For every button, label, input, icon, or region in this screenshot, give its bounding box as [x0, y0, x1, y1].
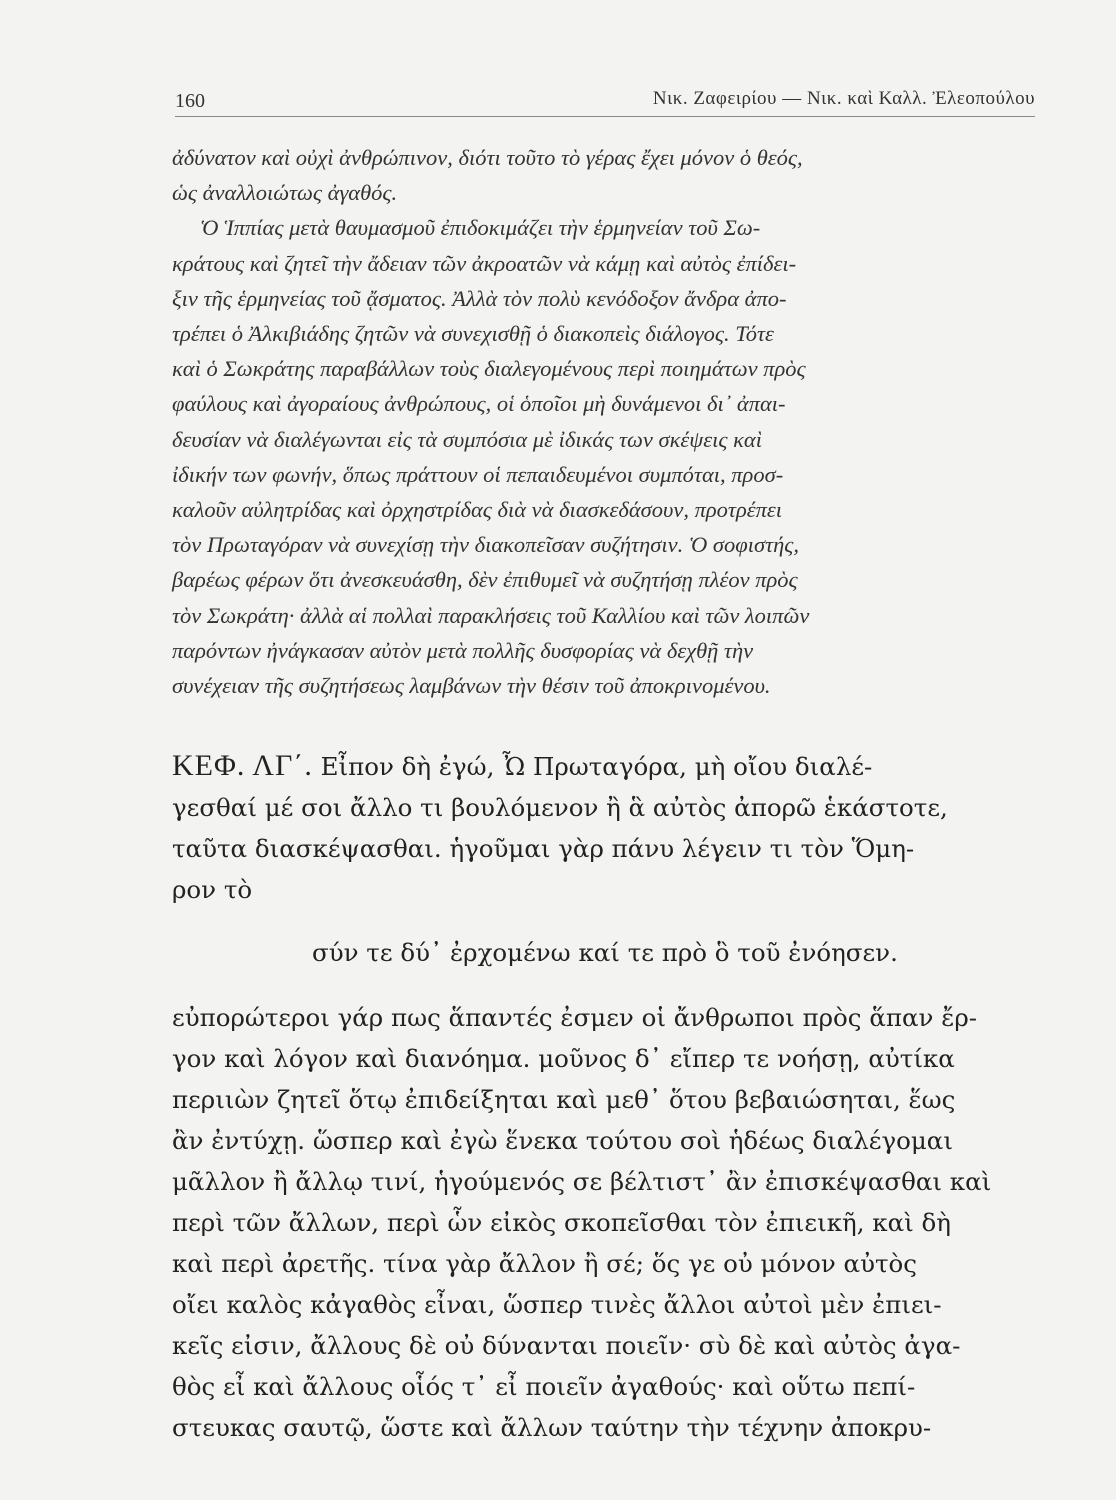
- commentary-line: καὶ ὁ Σωκράτης παραβάλλων τοὺς διαλεγομένους περὶ ποιημάτων πρὸς: [172, 356, 806, 382]
- running-title: Νικ. Ζαφειρίου — Νικ. καὶ Καλλ. Ἐλεοπούλου: [652, 88, 1035, 109]
- commentary-line: τὸν Πρωταγόραν νὰ συνεχίσῃ τὴν διακοπεῖσαν συζήτησιν. Ὁ σοφιστής,: [172, 532, 800, 558]
- greek-line: οἴει καλὸς κἀγαθὸς εἶναι, ὥσπερ τινὲς ἄλλοι αὐτοὶ μὲν ἐπιει-: [172, 1290, 942, 1319]
- greek-line: καὶ περὶ ἀρετῆς. τίνα γὰρ ἄλλον ἢ σέ; ὅς γε οὐ μόνον αὐτὸς: [172, 1249, 918, 1278]
- greek-line: ρον τὸ: [172, 875, 253, 904]
- greek-line: περὶ τῶν ἄλλων, περὶ ὧν εἰκὸς σκοπεῖσθαι τὸν ἐπιεικῆ, καὶ δὴ: [172, 1208, 951, 1237]
- greek-line: στευκας σαυτῷ, ὥστε καὶ ἄλλων ταύτην τὴν τέχνην ἀποκρυ-: [172, 1413, 932, 1442]
- page-number: 160: [175, 90, 205, 112]
- greek-line: γον καὶ λόγον καὶ διανόημα. μοῦνος δ᾽ εἴπερ τε νοήσῃ, αὐτίκα: [172, 1044, 955, 1073]
- greek-line: θὸς εἶ καὶ ἄλλους οἷός τ᾽ εἶ ποιεῖν ἀγαθούς· καὶ οὕτω πεπί-: [172, 1372, 916, 1401]
- greek-line: μᾶλλον ἢ ἄλλῳ τινί, ἡγούμενός σε βέλτιστ᾽ ἂν ἐπισκέψασθαι καὶ: [172, 1167, 992, 1196]
- homer-quote: σύν τε δύ᾽ ἐρχομένω καί τε πρὸ ὃ τοῦ ἐνόησεν.: [312, 938, 898, 967]
- greek-line: Εἶπον δὴ ἐγώ, Ὦ Πρωταγόρα, μὴ οἴου διαλέ-: [320, 752, 873, 781]
- greek-line: κεῖς εἰσιν, ἄλλους δὲ οὐ δύνανται ποιεῖν· σὺ δὲ καὶ αὐτὸς ἀγα-: [172, 1331, 961, 1360]
- greek-line: γεσθαί μέ σοι ἄλλο τι βουλόμενον ἢ ἃ αὐτὸς ἀπορῶ ἑκάστοτε,: [172, 793, 948, 822]
- commentary-line: ἰδικήν των φωνήν, ὅπως πράττουν οἱ πεπαιδευμένοι συμπόται, προσ-: [172, 461, 784, 487]
- commentary-line: φαύλους καὶ ἀγοραίους ἀνθρώπους, οἱ ὁποῖοι μὴ δυνάμενοι δι᾽ ἀπαι-: [172, 391, 786, 417]
- commentary-line: κράτους καὶ ζητεῖ τὴν ἄδειαν τῶν ἀκροατῶν νὰ κάμῃ καὶ αὐτὸς ἐπίδει-: [172, 250, 797, 276]
- commentary-line: τὸν Σωκράτη· ἀλλὰ αἱ πολλαὶ παρακλήσεις τοῦ Καλλίου καὶ τῶν λοιπῶν: [172, 602, 810, 628]
- greek-line: ταῦτα διασκέψασθαι. ἡγοῦμαι γὰρ πάνυ λέγειν τι τὸν Ὅμη-: [172, 834, 915, 863]
- commentary-line: ξιν τῆς ἑρμηνείας τοῦ ᾄσματος. Ἀλλὰ τὸν πολὺ κενόδοξον ἄνδρα ἀπο-: [172, 285, 787, 311]
- greek-line-with-chapter: [172, 745, 1044, 787]
- commentary-line: καλοῦν αὐλητρίδας καὶ ὀρχηστρίδας διὰ νὰ διασκεδάσουν, προτρέπει: [172, 497, 782, 523]
- commentary-line: Ὁ Ἱππίας μετὰ θαυμασμοῦ ἐπιδοκιμάζει τὴν ἑρμηνείαν τοῦ Σω-: [200, 215, 761, 241]
- commentary-line: ὡς ἀναλλοιώτως ἀγαθός.: [172, 180, 398, 206]
- greek-line: περιιὼν ζητεῖ ὅτῳ ἐπιδείξηται καὶ μεθ᾽ ὅτου βεβαιώσηται, ἕως: [172, 1085, 956, 1114]
- commentary-line: ἀδύνατον καὶ οὐχὶ ἀνθρώπινον, διότι τοῦτο τὸ γέρας ἔχει μόνον ὁ θεός,: [172, 145, 803, 170]
- commentary-line: συνέχειαν τῆς συζητήσεως λαμβάνων τὴν θέσιν τοῦ ἀποκρινομένου.: [172, 673, 771, 699]
- commentary-line: παρόντων ἠνάγκασαν αὐτὸν μετὰ πολλῆς δυσφορίας νὰ δεχθῇ τὴν: [172, 637, 754, 663]
- greek-line: εὐπορώτεροι γάρ πως ἅπαντές ἐσμεν οἱ ἄνθρωποι πρὸς ἅπαν ἔρ-: [172, 1003, 978, 1032]
- chapter-label: ΚΕΦ. ΛΓ΄.: [172, 749, 313, 782]
- commentary-text: [172, 140, 1044, 703]
- page-header: [175, 82, 1035, 117]
- commentary-line: τρέπει ὁ Ἀλκιβιάδης ζητῶν νὰ συνεχισθῇ ὁ διακοπεὶς διάλογος. Τότε: [172, 321, 774, 347]
- commentary-line: βαρέως φέρων ὅτι ἀνεσκευάσθη, δὲν ἐπιθυμεῖ νὰ συζητήσῃ πλέον πρὸς: [172, 567, 798, 593]
- greek-text: [172, 745, 1044, 1448]
- commentary-line: δευσίαν νὰ διαλέγωνται εἰς τὰ συμπόσια μὲ ἰδικάς των σκέψεις καὶ: [172, 426, 762, 452]
- greek-line: ἂν ἐντύχῃ. ὥσπερ καὶ ἐγὼ ἕνεκα τούτου σοὶ ἡδέως διαλέγομαι: [172, 1126, 953, 1155]
